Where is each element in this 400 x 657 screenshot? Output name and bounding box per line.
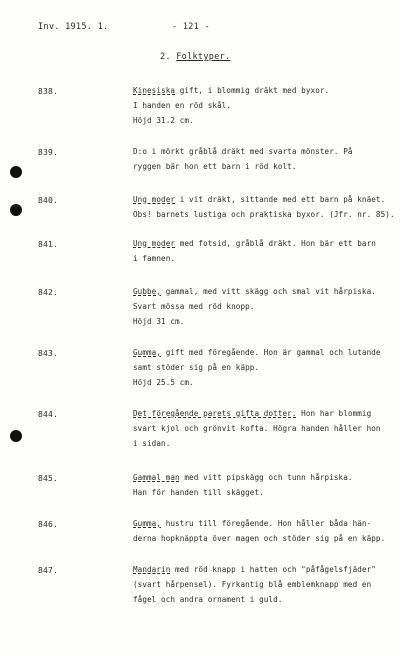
entry-line: med röd knapp i hatten och "påfågelsfjäder" <box>170 565 376 574</box>
entry-number: 839. <box>38 148 59 157</box>
entry-line: Hon har blommig <box>296 409 372 418</box>
page-number: - 121 - <box>172 22 210 32</box>
entry-text <box>133 83 395 128</box>
entry-text <box>133 470 395 500</box>
entry-line: med fotsid, gråblå dräkt. Hon bär ett barn <box>175 239 376 248</box>
entry-heading: Gumma, <box>133 348 162 357</box>
entry-line: ryggen bär hon ett barn i röd kolt. <box>133 162 297 171</box>
entry-number: 838. <box>38 87 59 96</box>
punch-hole <box>10 166 22 178</box>
entry-line: Obs! barnets lustiga och praktiska byxor. (Jfr. nr. 85). <box>133 210 395 219</box>
entry-line: hustru till föregående. Hon håller båda hän- <box>161 519 372 528</box>
entry-number: 846. <box>38 520 59 529</box>
entry-number: 843. <box>38 349 59 358</box>
entry-line: samt stöder sig på en käpp. <box>133 363 260 372</box>
entry-heading: Mandarin <box>133 565 171 574</box>
entry-number: 845. <box>38 474 59 483</box>
entry-text <box>133 144 395 174</box>
entry-text <box>133 562 395 607</box>
section-title <box>160 52 230 62</box>
entry-heading: Gubbe, <box>133 287 162 296</box>
entry-line: Svart mössa med röd knopp. <box>133 302 255 311</box>
entry-number: 841. <box>38 240 59 249</box>
entry-line: I handen en röd skål. <box>133 101 232 110</box>
entry-line: gammal, med vitt skägg och smal vit hårpiska. <box>161 287 376 296</box>
entry-text <box>133 284 395 329</box>
entry-heading: Det föregående parets gifta dotter. <box>133 409 297 418</box>
entry-line: Höjd 31.2 cm. <box>133 116 194 125</box>
entry-heading: Gammal man <box>133 473 180 482</box>
punch-hole <box>10 204 22 216</box>
entry-line: svart kjol och grönvit kofta. Högra handen håller hon <box>133 424 381 433</box>
entry-number: 844. <box>38 410 59 419</box>
entry-line: i vit dräkt, sittande med ett barn på knäet. <box>175 195 386 204</box>
entry-text <box>133 192 395 222</box>
entry-line: D:o i mörkt gråblå dräkt med svarta mönster. På <box>133 147 353 156</box>
entry-number: 840. <box>38 196 59 205</box>
entry-heading: Gumma, <box>133 519 162 528</box>
entry-number: 847. <box>38 566 59 575</box>
entry-line: i famnen. <box>133 254 176 263</box>
entry-line: gift med föregående. Hon är gammal och lutande <box>161 348 381 357</box>
entry-number: 842. <box>38 288 59 297</box>
entry-line: fågel och andra ornament i guld. <box>133 595 283 604</box>
entry-text <box>133 516 395 546</box>
entry-line: gift, i blommig dräkt med byxor. <box>175 86 330 95</box>
entry-heading: Kinesiska <box>133 86 176 95</box>
entry-line: Höjd 25.5 cm. <box>133 378 194 387</box>
entry-line: Höjd 31 cm. <box>133 317 185 326</box>
entry-line: Han för handen till skägget. <box>133 488 264 497</box>
entry-text <box>133 406 395 451</box>
entry-text <box>133 236 395 266</box>
entry-line: (svart hårpensel). Fyrkantig blå emblemknapp med en <box>133 580 372 589</box>
entry-line: i sidan. <box>133 439 171 448</box>
section-title-text: Folktyper. <box>176 52 231 62</box>
entry-line: med vitt pipskägg och tunn hårpiska. <box>179 473 353 482</box>
section-number: 2. <box>160 52 171 62</box>
entry-heading: Ung moder <box>133 239 176 248</box>
inventory-label: Inv. 1915. 1. <box>38 22 109 32</box>
entry-line: derna hopknäppta över magen och stöder sig på en käpp. <box>133 534 386 543</box>
entry-text <box>133 345 395 390</box>
punch-hole <box>10 430 22 442</box>
entry-heading: Ung moder <box>133 195 176 204</box>
